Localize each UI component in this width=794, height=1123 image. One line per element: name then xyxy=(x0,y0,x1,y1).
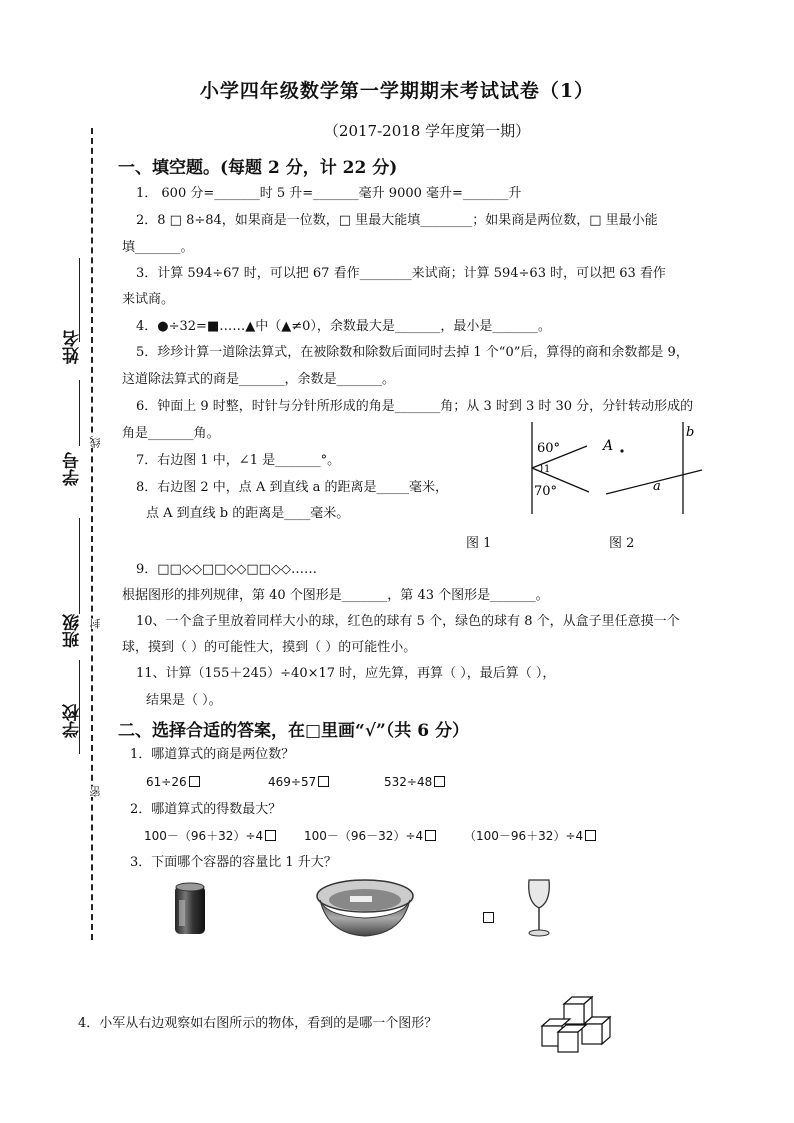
answer-checkbox[interactable] xyxy=(318,776,329,787)
figure-2-caption: 图 2 xyxy=(609,536,635,551)
question-1-2-line1: 2．8 □ 8÷84，如果商是一位数，□ 里最大能填________；如果商是两位数，□ 里最小能 xyxy=(136,213,658,228)
fig1-angle-top-label: 60° xyxy=(537,441,561,456)
question-1-5-line1: 5．珍珍计算一道除法算式，在被除数和除数后面同时去掉 1 个“0”后，算得的商和余数都是 9， xyxy=(136,345,689,360)
fig1-angle-bottom-label: 70° xyxy=(534,484,558,499)
answer-checkbox[interactable] xyxy=(585,830,596,841)
binding-dashed-line xyxy=(91,128,93,940)
section2-heading: 二、选择合适的答案，在□里画“√”（共 6 分） xyxy=(118,721,469,741)
question-1-9-line2: 根据图形的排列规律，第 40 个图形是_______，第 43 个图形是_______。 xyxy=(122,588,549,603)
class-label: 班级 xyxy=(63,614,83,648)
exam-title: 小学四年级数学第一学期期末考试试卷（1） xyxy=(199,80,595,102)
question-2-2: 2．哪道算式的得数最大？ xyxy=(130,802,282,817)
question-1-9-line1: 9．□□◇◇□□◇◇□□◇◇…… xyxy=(136,562,317,577)
student-id-label: 学号 xyxy=(63,452,83,486)
question-1-5-line2: 这道除法算式的商是_______，余数是_______。 xyxy=(122,372,396,387)
q2-1-option-a[interactable]: 61÷26 xyxy=(146,775,200,789)
question-1-6-line2: 角是_______角。 xyxy=(122,426,220,441)
figure-1-caption: 图 1 xyxy=(466,536,492,551)
figure-2-lines xyxy=(598,418,708,518)
q2-2-option-b[interactable]: 100－（96－32）÷4 xyxy=(304,827,436,844)
question-1-8-line1: 8．右边图 2 中，点 A 到直线 a 的距离是_____毫米， xyxy=(136,480,448,495)
fig2-point-a: A xyxy=(603,438,614,454)
name-label: 姓名 xyxy=(63,330,83,364)
exam-subtitle: （2017-2018 学年度第一期） xyxy=(323,122,531,140)
school-label: 学校 xyxy=(63,704,83,738)
section1-heading: 一、填空题。(每题 2 分，计 22 分) xyxy=(118,158,398,178)
question-2-3: 3．下面哪个容器的容量比 1 升大？ xyxy=(130,855,337,870)
cube-stack-figure xyxy=(540,994,612,1056)
q2-1-option-b[interactable]: 469÷57 xyxy=(268,775,329,789)
basin-image xyxy=(314,876,416,940)
question-1-8-line2: 点 A 到直线 b 的距离是____毫米。 xyxy=(146,506,350,521)
secret-mark: 密 xyxy=(89,786,102,797)
answer-checkbox[interactable] xyxy=(434,776,445,787)
q2-2-option-c[interactable]: （100－96＋32）÷4 xyxy=(464,827,596,844)
question-1-10-line2: 球，摸到（ ）的可能性大，摸到（ ）的可能性小。 xyxy=(122,640,417,655)
answer-checkbox[interactable] xyxy=(425,830,436,841)
fig1-angle-1-label: 1 xyxy=(544,464,551,475)
question-1-11-line2: 结果是（ ）。 xyxy=(146,693,222,708)
can-image xyxy=(170,880,210,938)
q2-1-option-c[interactable]: 532÷48 xyxy=(384,775,445,789)
q2-3-checkbox[interactable] xyxy=(483,912,494,923)
question-1-1: 1． 600 分=_______时 5 升=_______毫升 9000 毫升=_______升 xyxy=(136,186,522,201)
question-1-2-line2: 填_______。 xyxy=(122,240,194,255)
class-write-line xyxy=(79,518,80,614)
question-1-4: 4．●÷32=■……▲中（▲≠0），余数最大是_______，最小是_______。 xyxy=(136,319,551,334)
cut-line-mark: 线 xyxy=(89,437,102,448)
question-1-6-line1: 6．钟面上 9 时整，时针与分针所形成的角是_______角；从 3 时到 3 时 30 分，分针转动形成的 xyxy=(136,399,694,414)
answer-checkbox[interactable] xyxy=(189,776,200,787)
question-2-4: 4．小军从右边观察如右图所示的物体，看到的是哪一个图形？ xyxy=(78,1016,438,1031)
q2-2-option-a[interactable]: 100－（96＋32）÷4 xyxy=(144,827,276,844)
question-1-7: 7．右边图 1 中，∠1 是_______°。 xyxy=(136,453,341,468)
question-1-11-line1: 11、计算（155＋245）÷40×17 时，应先算，再算（ ），最后算（ ）， xyxy=(136,666,556,681)
answer-checkbox[interactable] xyxy=(265,830,276,841)
question-1-3-line2: 来试商。 xyxy=(122,292,175,307)
fig2-line-b-label: b xyxy=(686,425,695,440)
id-write-line xyxy=(79,380,80,446)
question-1-10-line1: 10、一个盒子里放着同样大小的球，红色的球有 5 个，绿色的球有 8 个，从盒子里任意摸一个 xyxy=(136,614,680,629)
seal-mark: 封 xyxy=(89,618,102,629)
fig2-line-a-label: a xyxy=(653,479,661,494)
wine-glass-image xyxy=(524,876,554,940)
question-1-3-line1: 3．计算 594÷67 时，可以把 67 看作________来试商；计算 594÷63 时，可以把 63 看作 xyxy=(136,266,666,281)
question-2-1: 1．哪道算式的商是两位数？ xyxy=(130,747,295,762)
